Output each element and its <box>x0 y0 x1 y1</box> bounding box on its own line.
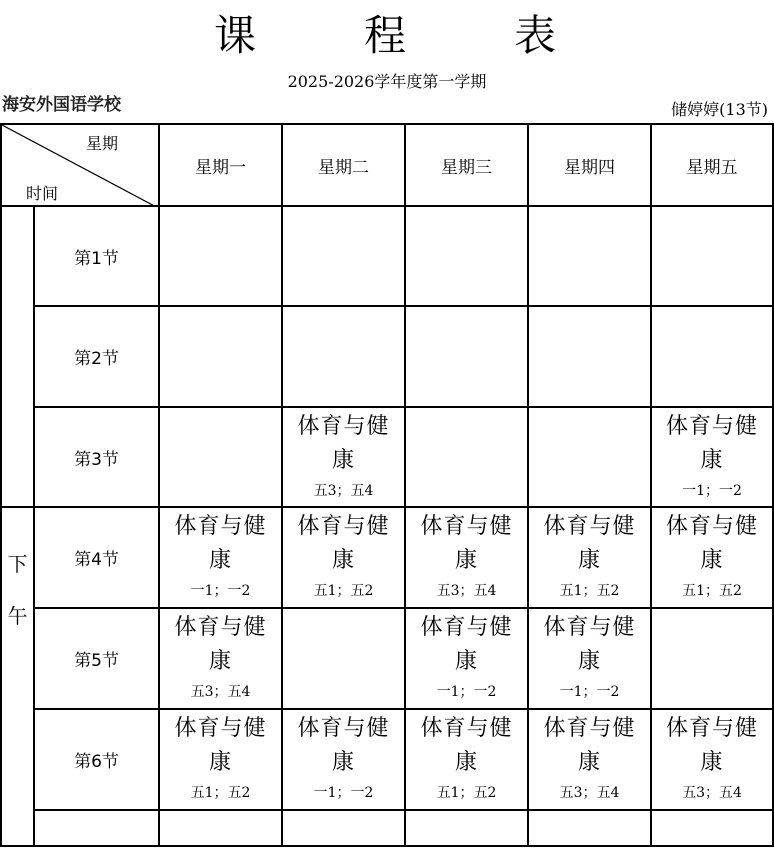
course-name: 体育与健 <box>420 615 513 640</box>
semester-subtitle: 2025-2026学年度第一学期 <box>287 72 487 91</box>
morning-column <box>1 206 34 507</box>
class-groups: 五3；五4 <box>190 684 251 700</box>
class-cell <box>159 507 282 608</box>
course-name: 康 <box>208 750 232 775</box>
course-name: 体育与健 <box>174 615 267 640</box>
class-cell <box>159 608 282 709</box>
class-cell <box>651 709 773 810</box>
class-cell <box>651 407 773 507</box>
class-cell <box>282 709 405 810</box>
course-name: 康 <box>208 649 232 674</box>
class-cell <box>651 507 773 608</box>
empty-cell <box>528 407 651 507</box>
class-groups: 五1；五2 <box>190 785 251 801</box>
course-name: 康 <box>577 649 601 674</box>
school-name: 海安外国语学校 <box>2 95 121 115</box>
empty-cell <box>651 608 773 709</box>
course-name: 体育与健 <box>543 615 636 640</box>
class-groups: 一1；一2 <box>682 483 742 499</box>
course-name: 康 <box>331 448 355 473</box>
empty-cell <box>405 206 528 306</box>
class-cell <box>405 507 528 608</box>
title-char-1: 课 <box>214 11 257 60</box>
class-groups: 五1；五2 <box>559 583 620 599</box>
period-row <box>1 507 773 608</box>
empty-cell <box>405 306 528 407</box>
course-name: 体育与健 <box>420 716 513 741</box>
period-row <box>1 709 773 810</box>
period-row <box>1 206 773 306</box>
empty-cell <box>282 608 405 709</box>
course-name: 体育与健 <box>543 716 636 741</box>
title-char-2: 程 <box>364 11 407 60</box>
period-row <box>1 608 773 709</box>
period-label: 第3节 <box>34 407 159 507</box>
course-name: 康 <box>454 649 478 674</box>
empty-cell <box>159 407 282 507</box>
period-row <box>1 306 773 407</box>
period-label: 第1节 <box>34 206 159 306</box>
day-header: 星期二 <box>282 124 405 206</box>
class-groups: 五3；五4 <box>559 785 620 801</box>
class-groups: 一1；一2 <box>436 684 497 700</box>
class-cell <box>282 507 405 608</box>
course-name: 康 <box>454 750 478 775</box>
day-header: 星期一 <box>159 124 282 206</box>
empty-cell <box>282 306 405 407</box>
course-name: 康 <box>208 548 232 573</box>
period-row <box>1 810 773 846</box>
class-groups: 五1；五2 <box>436 785 497 801</box>
empty-cell <box>651 206 773 306</box>
course-name: 体育与健 <box>174 514 267 539</box>
course-name: 康 <box>700 548 724 573</box>
teacher-name: 储婷婷(13节) <box>671 100 768 119</box>
class-cell <box>528 709 651 810</box>
class-groups: 一1；一2 <box>313 785 374 801</box>
course-name: 体育与健 <box>297 414 390 439</box>
course-name: 体育与健 <box>420 514 513 539</box>
class-cell <box>528 507 651 608</box>
empty-cell <box>405 407 528 507</box>
course-name: 康 <box>700 750 724 775</box>
class-groups: 五3；五4 <box>313 483 374 499</box>
header-row <box>1 124 773 206</box>
period-label: 第5节 <box>34 608 159 709</box>
class-groups: 一1；一2 <box>190 583 251 599</box>
afternoon-column <box>1 507 34 846</box>
period-label: 第2节 <box>34 306 159 407</box>
empty-cell <box>651 810 773 846</box>
corner-weekday-label: 星期 <box>86 134 119 153</box>
period-label: 第6节 <box>34 709 159 810</box>
course-name: 体育与健 <box>665 514 758 539</box>
class-cell <box>159 709 282 810</box>
course-name: 康 <box>577 548 601 573</box>
course-name: 体育与健 <box>297 716 390 741</box>
class-cell <box>405 709 528 810</box>
course-name: 康 <box>577 750 601 775</box>
class-cell <box>405 608 528 709</box>
day-header: 星期四 <box>528 124 651 206</box>
class-groups: 五3；五4 <box>682 785 742 801</box>
empty-cell <box>528 306 651 407</box>
afternoon-label-char: 午 <box>7 604 28 628</box>
afternoon-label-char: 下 <box>7 552 28 576</box>
page-title <box>0 6 774 70</box>
course-name: 体育与健 <box>665 414 758 439</box>
class-groups: 五1；五2 <box>682 583 742 599</box>
empty-cell <box>405 810 528 846</box>
course-name: 康 <box>700 448 724 473</box>
class-cell <box>528 608 651 709</box>
title-char-3: 表 <box>514 11 557 60</box>
class-groups: 五1；五2 <box>313 583 374 599</box>
schedule-table <box>0 123 774 847</box>
course-name: 体育与健 <box>665 716 758 741</box>
period-row <box>1 407 773 507</box>
empty-cell <box>282 810 405 846</box>
class-groups: 一1；一2 <box>559 684 620 700</box>
corner-cell <box>1 124 159 206</box>
course-name: 康 <box>331 750 355 775</box>
course-name: 体育与健 <box>174 716 267 741</box>
day-header: 星期五 <box>651 124 773 206</box>
course-name: 康 <box>331 548 355 573</box>
corner-time-label: 时间 <box>26 184 59 203</box>
period-label <box>34 810 159 846</box>
course-name: 体育与健 <box>543 514 636 539</box>
day-header: 星期三 <box>405 124 528 206</box>
period-label: 第4节 <box>34 507 159 608</box>
empty-cell <box>651 306 773 407</box>
empty-cell <box>282 206 405 306</box>
empty-cell <box>528 206 651 306</box>
course-name: 康 <box>454 548 478 573</box>
course-name: 体育与健 <box>297 514 390 539</box>
empty-cell <box>528 810 651 846</box>
empty-cell <box>159 306 282 407</box>
empty-cell <box>159 810 282 846</box>
empty-cell <box>159 206 282 306</box>
class-cell <box>282 407 405 507</box>
class-groups: 五3；五4 <box>436 583 497 599</box>
